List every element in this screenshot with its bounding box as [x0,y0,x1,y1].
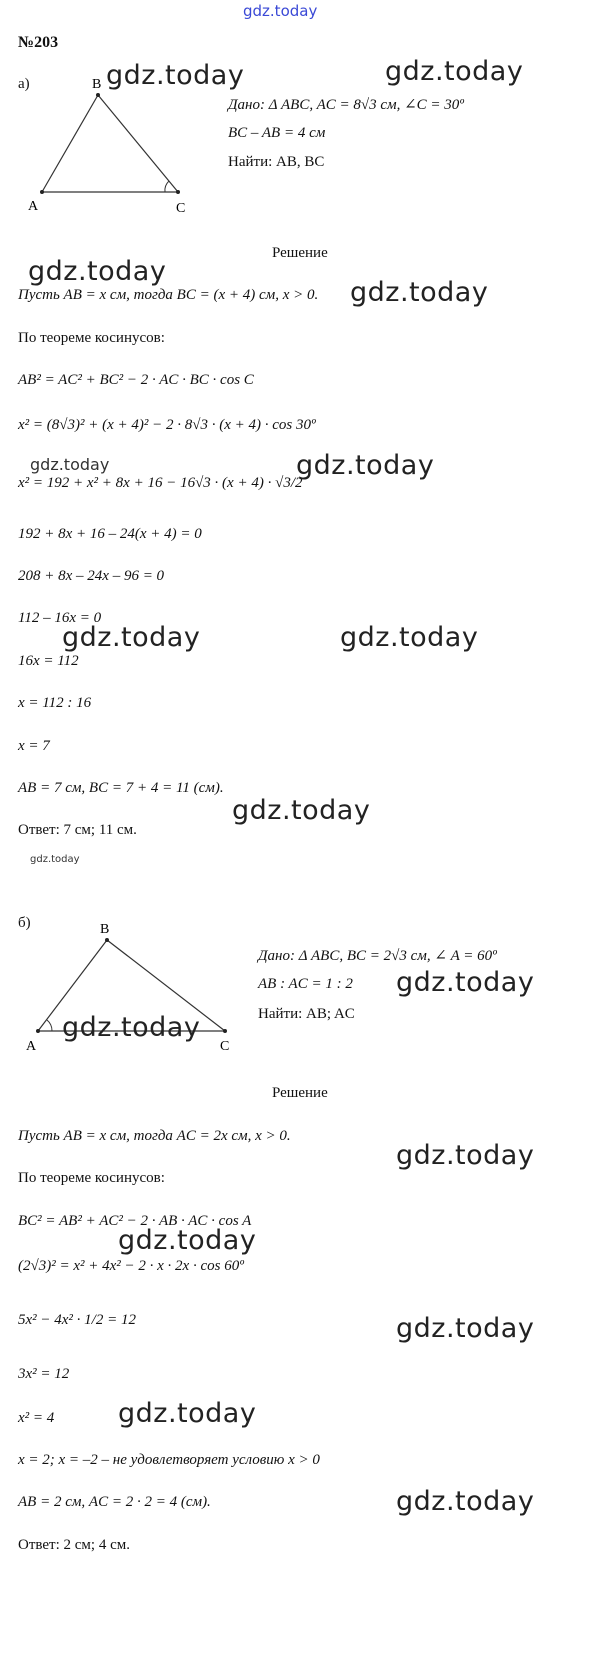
watermark: gdz.today [296,450,435,481]
part-a-label: а) [18,76,30,92]
solution-a-line-1: Пусть AB = x см, тогда BC = (x + 4) см, x > 0. [18,287,319,303]
solution-a-line-5: x² = 192 + x² + 8x + 16 − 16√3 · (x + 4) · √3/2 [18,475,303,491]
watermark: gdz.today [350,277,489,308]
given-a-line-1: Дано: Δ ABC, AC = 8√3 см, ∠C = 30º [228,97,464,113]
watermark: gdz.today [62,1012,201,1043]
solution-b-line-1: Пусть AB = x см, тогда AC = 2x см, x > 0. [18,1128,291,1144]
answer-a: Ответ: 7 см; 11 см. [18,822,137,838]
header-watermark: gdz.today [243,2,318,20]
watermark: gdz.today [340,622,479,653]
solution-a-line-8: 112 – 16x = 0 [18,610,102,626]
watermark: gdz.today [396,1486,535,1517]
solution-a-line-4: x² = (8√3)² + (x + 4)² − 2 · 8√3 · (x + 4) · cos 30º [18,417,316,433]
vertex-c-label-b: C [220,1039,230,1054]
given-a-line-3: Найти: AB, BC [228,154,325,170]
solution-b-line-7: x² = 4 [18,1410,55,1426]
problem-number: №203 [18,34,59,51]
answer-b: Ответ: 2 см; 4 см. [18,1537,130,1553]
triangle-a-figure [20,70,210,220]
solution-a-line-12: AB = 7 см, BC = 7 + 4 = 11 (см). [18,780,224,796]
watermark: gdz.today [62,622,201,653]
vertex-c-label: C [176,201,186,216]
watermark: gdz.today [28,256,167,287]
watermark: gdz.today [396,1313,535,1344]
solution-b-line-4: (2√3)² = x² + 4x² − 2 · x · 2x · cos 60º [18,1258,244,1274]
solution-a-line-3: AB² = AC² + BC² − 2 · AC · BC · cos C [18,372,254,388]
solution-b-line-2: По теореме косинусов: [18,1170,165,1186]
watermark: gdz.today [118,1398,257,1429]
given-b-line-1: Дано: Δ ABC, BC = 2√3 см, ∠ A = 60º [258,948,497,964]
vertex-b-label: B [92,77,102,92]
watermark: gdz.today [396,1140,535,1171]
given-b-line-2: AB : AC = 1 : 2 [258,976,353,992]
vertex-b-label-b: B [100,922,110,937]
part-b-label: б) [18,915,31,931]
solution-a-title: Решение [272,245,328,261]
solution-a-line-11: x = 7 [18,738,50,754]
solution-b-line-6: 3x² = 12 [18,1366,70,1382]
watermark: gdz.today [30,455,110,474]
watermark: gdz.today [106,60,245,91]
given-a-line-2: BC – AB = 4 см [228,125,326,141]
solution-b-line-8: x = 2; x = –2 – не удовлетворяет условию x > 0 [18,1452,320,1468]
vertex-a-label-b: A [26,1039,37,1054]
solution-a-line-9: 16x = 112 [18,653,79,669]
solution-a-line-10: x = 112 : 16 [18,695,92,711]
solution-a-line-7: 208 + 8x – 24x – 96 = 0 [18,568,165,584]
solution-b-line-9: AB = 2 см, AC = 2 · 2 = 4 (см). [18,1494,211,1510]
given-b-line-3: Найти: AB; AC [258,1006,355,1022]
watermark: gdz.today [118,1225,257,1256]
solution-a-line-6: 192 + 8x + 16 – 24(x + 4) = 0 [18,526,202,542]
solution-a-line-2: По теореме косинусов: [18,330,165,346]
watermark: gdz.today [385,56,524,87]
solution-b-title: Решение [272,1085,328,1101]
solution-b-line-5: 5x² − 4x² · 1/2 = 12 [18,1312,136,1328]
solution-b-line-3: BC² = AB² + AC² − 2 · AB · AC · cos A [18,1213,252,1229]
vertex-a-label: A [28,199,39,214]
watermark: gdz.today [30,854,80,865]
watermark: gdz.today [232,795,371,826]
watermark: gdz.today [396,967,535,998]
